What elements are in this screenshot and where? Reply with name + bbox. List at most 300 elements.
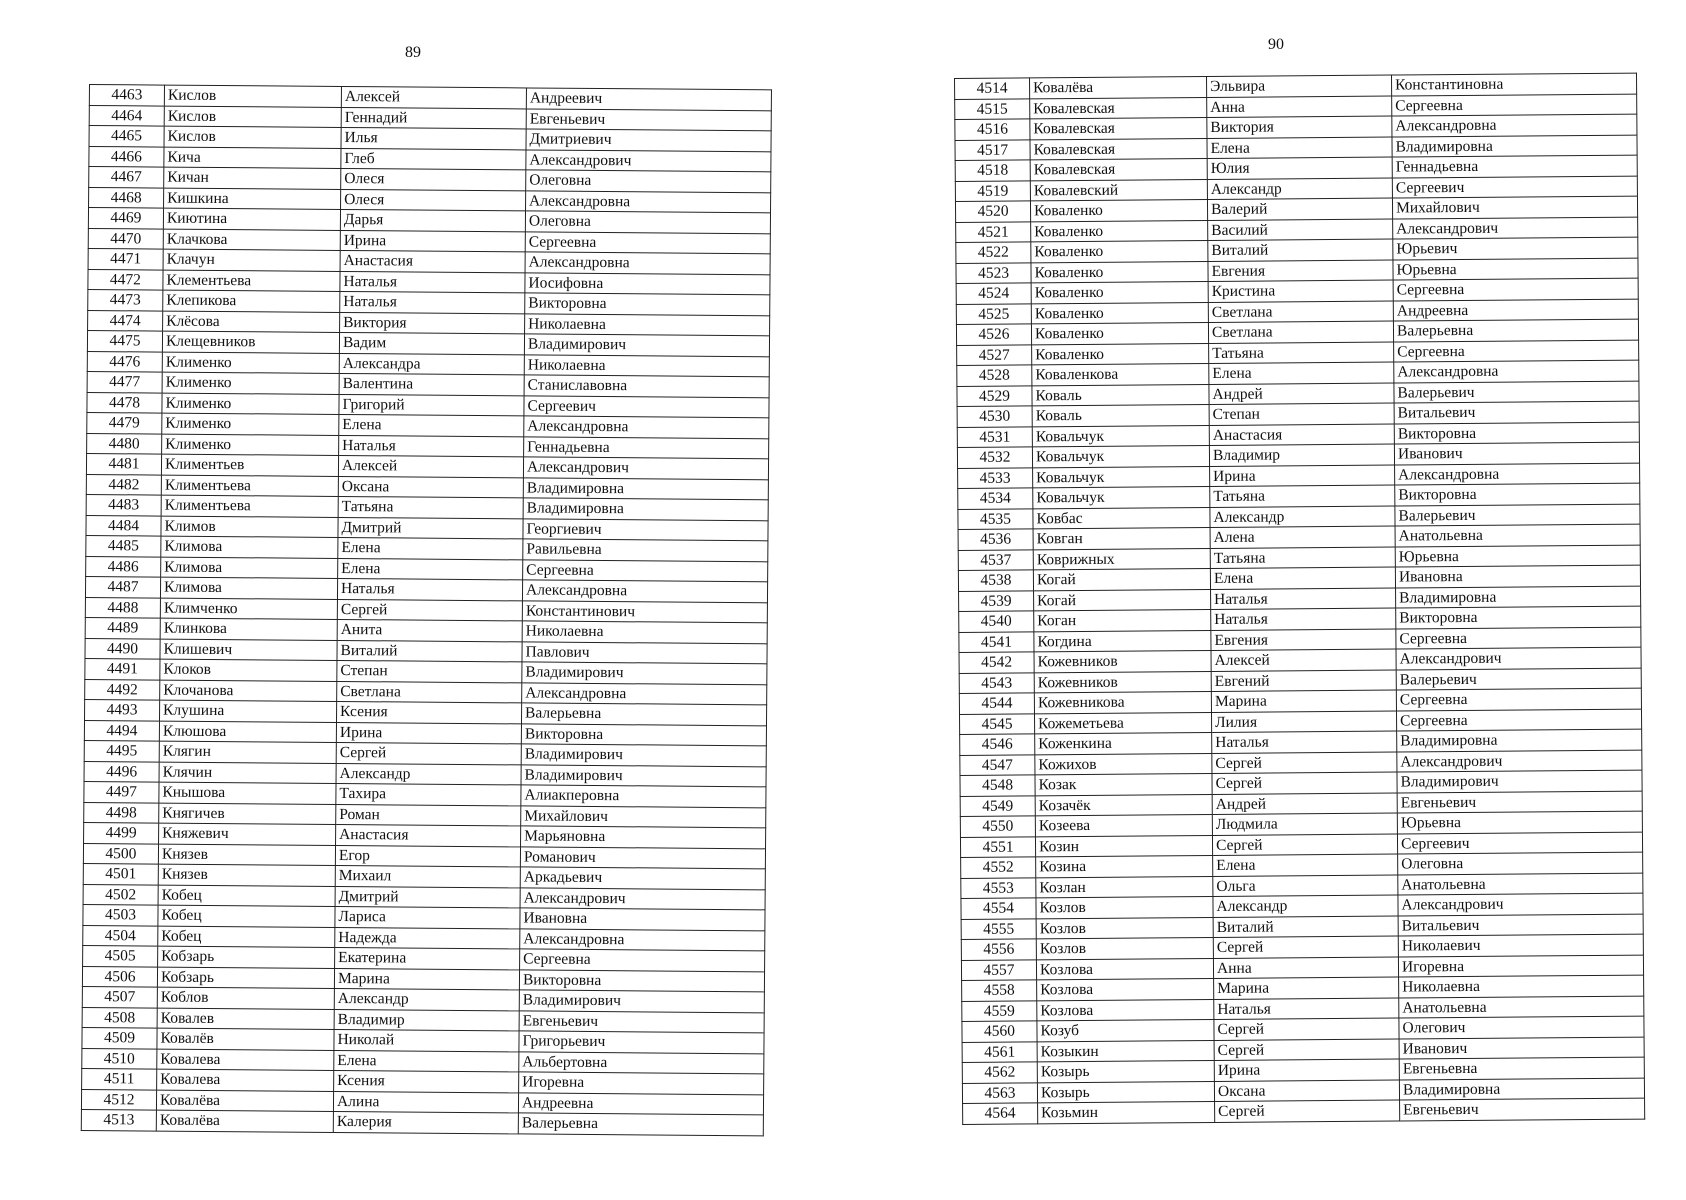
patronymic-cell: Равильевна [523, 539, 768, 561]
row-number-cell: 4494 [84, 720, 159, 741]
first-name-cell: Наталья [1214, 998, 1399, 1020]
row-number-cell: 4564 [963, 1103, 1038, 1124]
row-number-cell: 4487 [85, 576, 160, 597]
row-number-cell: 4493 [85, 699, 160, 720]
row-number-cell: 4554 [961, 898, 1036, 919]
row-number-cell: 4563 [962, 1082, 1037, 1103]
patronymic-cell: Дмитриевич [526, 129, 771, 151]
surname-cell: Ковалевский [1030, 179, 1207, 201]
row-number-cell: 4498 [84, 802, 159, 823]
first-name-cell: Григорий [339, 394, 524, 416]
surname-cell: Коваленко [1030, 200, 1207, 222]
surname-cell: Клёсова [163, 311, 340, 333]
row-number-cell: 4561 [962, 1041, 1037, 1062]
surname-cell: Ковальчук [1032, 425, 1209, 447]
surname-cell: Коваленко [1031, 302, 1208, 324]
first-name-cell: Елена [1210, 567, 1395, 589]
patronymic-cell: Аркадьевич [520, 867, 765, 889]
row-number-cell: 4533 [958, 467, 1033, 488]
surname-cell: Клоков [160, 659, 337, 681]
row-number-cell: 4513 [81, 1109, 156, 1130]
patronymic-cell: Николаевна [1399, 975, 1644, 997]
surname-cell: Клименко [162, 393, 339, 415]
surname-cell: Кислов [164, 126, 341, 148]
row-number-cell: 4508 [82, 1007, 157, 1028]
surname-cell: Кожевников [1034, 671, 1211, 693]
row-number-cell: 4477 [87, 371, 162, 392]
row-number-cell: 4553 [961, 877, 1036, 898]
patronymic-cell: Юрьевна [1393, 258, 1638, 280]
page-number: 90 [1268, 36, 1284, 53]
surname-cell: Князев [158, 864, 335, 886]
patronymic-cell: Александровна [1395, 463, 1640, 485]
surname-cell: Козыкин [1037, 1040, 1214, 1062]
first-name-cell: Анастасия [1209, 424, 1394, 446]
surname-cell: Когай [1033, 569, 1210, 591]
first-name-cell: Ирина [340, 230, 525, 252]
row-number-cell: 4543 [959, 672, 1034, 693]
first-name-cell: Татьяна [1210, 547, 1395, 569]
surname-cell: Климченко [160, 598, 337, 620]
first-name-cell: Лилия [1211, 711, 1396, 733]
surname-cell: Козлова [1037, 999, 1214, 1021]
row-number-cell: 4469 [88, 208, 163, 229]
row-number-cell: 4516 [955, 119, 1030, 140]
patronymic-cell: Витальевич [1398, 914, 1643, 936]
patronymic-cell: Марьяновна [521, 826, 766, 848]
patronymic-cell: Викторовна [1394, 422, 1639, 444]
patronymic-cell: Владимировна [1396, 586, 1641, 608]
patronymic-cell: Георгиевич [523, 518, 768, 540]
surname-cell: Коган [1034, 610, 1211, 632]
row-number-cell: 4471 [88, 248, 163, 269]
first-name-cell: Сергей [337, 599, 522, 621]
patronymic-cell: Николаевна [522, 621, 767, 643]
patronymic-cell: Владимировна [523, 498, 768, 520]
surname-cell: Коблов [157, 987, 334, 1009]
first-name-cell: Наталья [1212, 731, 1397, 753]
patronymic-cell: Александровна [525, 252, 770, 274]
row-number-cell: 4511 [82, 1068, 157, 1089]
row-number-cell: 4488 [85, 597, 160, 618]
first-name-cell: Владимир [334, 1009, 519, 1031]
row-number-cell: 4480 [87, 433, 162, 454]
first-name-cell: Эльвира [1206, 75, 1391, 97]
patronymic-cell: Анатольевна [1395, 524, 1640, 546]
first-name-cell: Наталья [340, 291, 525, 313]
first-name-cell: Ксения [334, 1070, 519, 1092]
surname-cell: Клачун [163, 249, 340, 271]
first-name-cell: Сергей [1212, 772, 1397, 794]
patronymic-cell: Сергеевна [525, 231, 770, 253]
patronymic-cell: Викторовна [1396, 606, 1641, 628]
patronymic-cell: Сергеевна [1396, 688, 1641, 710]
surname-cell: Ковалев [157, 1008, 334, 1030]
first-name-cell: Анита [337, 619, 522, 641]
surname-cell: Козак [1035, 773, 1212, 795]
patronymic-cell: Игоревна [519, 1072, 764, 1094]
surname-cell: Козуб [1037, 1019, 1214, 1041]
first-name-cell: Сергей [336, 742, 521, 764]
row-number-cell: 4474 [88, 310, 163, 331]
surname-cell: Козин [1035, 835, 1212, 857]
first-name-cell: Олеся [341, 168, 526, 190]
patronymic-cell: Александрович [526, 149, 771, 171]
row-number-cell: 4515 [955, 98, 1030, 119]
first-name-cell: Виктория [1207, 116, 1392, 138]
patronymic-cell: Анатольевна [1398, 873, 1643, 895]
names-table [81, 84, 772, 1136]
surname-cell: Князев [158, 844, 335, 866]
row-number-cell: 4537 [958, 549, 1033, 570]
surname-cell: Климова [161, 557, 338, 579]
surname-cell: Кобзарь [158, 946, 335, 968]
patronymic-cell: Геннадьевна [524, 436, 769, 458]
first-name-cell: Василий [1208, 219, 1393, 241]
patronymic-cell: Александровна [520, 928, 765, 950]
surname-cell: Кислов [164, 106, 341, 128]
row-number-cell: 4559 [962, 1000, 1037, 1021]
surname-cell: Клименко [162, 352, 339, 374]
first-name-cell: Евгений [1211, 670, 1396, 692]
surname-cell: Козачёк [1035, 794, 1212, 816]
patronymic-cell: Сергеевич [1392, 176, 1637, 198]
surname-cell: Ковган [1033, 528, 1210, 550]
row-number-cell: 4506 [82, 966, 157, 987]
surname-cell: Ковалёв [157, 1028, 334, 1050]
row-number-cell: 4552 [961, 857, 1036, 878]
first-name-cell: Александра [339, 353, 524, 375]
patronymic-cell: Алиакперовна [521, 785, 766, 807]
surname-cell: Клюшова [159, 721, 336, 743]
first-name-cell: Елена [334, 1050, 519, 1072]
row-number-cell: 4500 [83, 843, 158, 864]
surname-cell: Киютина [163, 208, 340, 230]
surname-cell: Клименко [162, 434, 339, 456]
surname-cell: Козеева [1035, 814, 1212, 836]
patronymic-cell: Викторовна [1395, 483, 1640, 505]
first-name-cell: Наталья [339, 435, 524, 457]
surname-cell: Климова [161, 536, 338, 558]
row-number-cell: 4541 [959, 631, 1034, 652]
first-name-cell: Дмитрий [338, 517, 523, 539]
row-number-cell: 4527 [957, 344, 1032, 365]
surname-cell: Кислов [164, 85, 341, 107]
table-row [81, 1109, 763, 1135]
row-number-cell: 4532 [957, 447, 1032, 468]
surname-cell: Клепикова [163, 290, 340, 312]
first-name-cell: Александр [1207, 178, 1392, 200]
row-number-cell: 4499 [84, 822, 159, 843]
surname-cell: Клименко [162, 372, 339, 394]
row-number-cell: 4528 [957, 365, 1032, 386]
patronymic-cell: Валерьевна [518, 1113, 763, 1135]
row-number-cell: 4485 [86, 535, 161, 556]
patronymic-cell: Александровна [1394, 360, 1639, 382]
surname-cell: Кобзарь [157, 967, 334, 989]
patronymic-cell: Андреевич [526, 88, 771, 110]
surname-cell: Козлан [1036, 876, 1213, 898]
patronymic-cell: Иванович [1399, 1037, 1644, 1059]
patronymic-cell: Михайлович [521, 805, 766, 827]
patronymic-cell: Александрович [1397, 750, 1642, 772]
surname-cell: Клементьева [163, 270, 340, 292]
patronymic-cell: Константиновна [1391, 73, 1636, 95]
surname-cell: Ковбас [1033, 507, 1210, 529]
patronymic-cell: Иванович [1394, 442, 1639, 464]
surname-cell: Коваль [1032, 405, 1209, 427]
patronymic-cell: Сергеевна [523, 559, 768, 581]
surname-cell: Клячин [159, 762, 336, 784]
first-name-cell: Анастасия [336, 824, 521, 846]
surname-cell: Кнышова [159, 782, 336, 804]
patronymic-cell: Валерьевич [1394, 381, 1639, 403]
patronymic-cell: Викторовна [525, 293, 770, 315]
row-number-cell: 4483 [86, 494, 161, 515]
surname-cell: Ковалёва [156, 1110, 333, 1132]
surname-cell: Ковалевская [1030, 138, 1207, 160]
first-name-cell: Оксана [1214, 1080, 1399, 1102]
row-number-cell: 4505 [83, 945, 158, 966]
surname-cell: Козырь [1037, 1081, 1214, 1103]
first-name-cell: Александр [1213, 895, 1398, 917]
surname-cell: Кобец [158, 905, 335, 927]
surname-cell: Клишевич [160, 639, 337, 661]
first-name-cell: Татьяна [1209, 342, 1394, 364]
surname-cell: Коврижных [1033, 548, 1210, 570]
first-name-cell: Сергей [1214, 1018, 1399, 1040]
patronymic-cell: Иосифовна [525, 272, 770, 294]
first-name-cell: Андрей [1209, 383, 1394, 405]
row-number-cell: 4547 [960, 754, 1035, 775]
first-name-cell: Марина [1211, 690, 1396, 712]
patronymic-cell: Олеговна [526, 170, 771, 192]
surname-cell: Коваленко [1031, 323, 1208, 345]
surname-cell: Клименко [162, 413, 339, 435]
first-name-cell: Наталья [337, 578, 522, 600]
patronymic-cell: Николаевна [525, 313, 770, 335]
row-number-cell: 4558 [962, 980, 1037, 1001]
first-name-cell: Анастасия [340, 250, 525, 272]
row-number-cell: 4473 [88, 289, 163, 310]
patronymic-cell: Владимирович [522, 662, 767, 684]
row-number-cell: 4521 [956, 221, 1031, 242]
patronymic-cell: Александрович [520, 887, 765, 909]
first-name-cell: Глеб [341, 148, 526, 170]
surname-cell: Княгичев [159, 803, 336, 825]
patronymic-cell: Александрович [523, 457, 768, 479]
first-name-cell: Людмила [1212, 813, 1397, 835]
row-number-cell: 4551 [960, 836, 1035, 857]
row-number-cell: 4481 [86, 453, 161, 474]
patronymic-cell: Сергеевна [1392, 94, 1637, 116]
row-number-cell: 4479 [87, 412, 162, 433]
first-name-cell: Николай [334, 1029, 519, 1051]
surname-cell: Климова [160, 577, 337, 599]
row-number-cell: 4463 [89, 85, 164, 106]
patronymic-cell: Владимирович [521, 744, 766, 766]
first-name-cell: Елена [338, 537, 523, 559]
patronymic-cell: Владимировна [1397, 729, 1642, 751]
first-name-cell: Марина [334, 968, 519, 990]
patronymic-cell: Александровна [524, 416, 769, 438]
patronymic-cell: Александрович [1396, 647, 1641, 669]
first-name-cell: Калерия [333, 1111, 518, 1133]
patronymic-cell: Витальевич [1394, 401, 1639, 423]
row-number-cell: 4540 [959, 611, 1034, 632]
patronymic-cell: Владимирович [521, 764, 766, 786]
patronymic-cell: Игоревна [1398, 955, 1643, 977]
row-number-cell: 4470 [88, 228, 163, 249]
first-name-cell: Алина [333, 1091, 518, 1113]
patronymic-cell: Олеговна [525, 211, 770, 233]
first-name-cell: Алексей [1211, 649, 1396, 671]
surname-cell: Козлова [1037, 978, 1214, 1000]
patronymic-cell: Владимирович [524, 334, 769, 356]
surname-cell: Кишкина [164, 188, 341, 210]
surname-cell: Коваленко [1031, 282, 1208, 304]
patronymic-cell: Валерьевна [1393, 319, 1638, 341]
row-number-cell: 4555 [961, 918, 1036, 939]
patronymic-cell: Сергеевич [524, 395, 769, 417]
first-name-cell: Татьяна [338, 496, 523, 518]
surname-cell: Коваленкова [1032, 364, 1209, 386]
surname-cell: Ковалёва [1030, 77, 1207, 99]
first-name-cell: Татьяна [1210, 485, 1395, 507]
first-name-cell: Оксана [338, 476, 523, 498]
row-number-cell: 4478 [87, 392, 162, 413]
surname-cell: Кожевников [1034, 650, 1211, 672]
surname-cell: Коваленко [1031, 241, 1208, 263]
row-number-cell: 4501 [83, 863, 158, 884]
patronymic-cell: Олеговна [1398, 852, 1643, 874]
first-name-cell: Екатерина [335, 947, 520, 969]
first-name-cell: Степан [1209, 403, 1394, 425]
surname-cell: Коженкина [1035, 732, 1212, 754]
row-number-cell: 4467 [89, 167, 164, 188]
patronymic-cell: Александровна [526, 190, 771, 212]
first-name-cell: Дарья [340, 209, 525, 231]
row-number-cell: 4536 [958, 529, 1033, 550]
surname-cell: Козина [1036, 855, 1213, 877]
row-number-cell: 4509 [82, 1027, 157, 1048]
first-name-cell: Дмитрий [335, 886, 520, 908]
first-name-cell: Илья [341, 127, 526, 149]
surname-cell: Ковалевская [1030, 118, 1207, 140]
patronymic-cell: Сергеевич [1397, 832, 1642, 854]
first-name-cell: Кристина [1208, 280, 1393, 302]
row-number-cell: 4476 [87, 351, 162, 372]
surname-cell: Коваленко [1031, 261, 1208, 283]
first-name-cell: Сергей [1213, 936, 1398, 958]
first-name-cell: Надежда [335, 927, 520, 949]
surname-cell: Кожихов [1035, 753, 1212, 775]
patronymic-cell: Сергеевна [1396, 709, 1641, 731]
row-number-cell: 4525 [956, 303, 1031, 324]
patronymic-cell: Владимировна [1399, 1078, 1644, 1100]
patronymic-cell: Николаевна [524, 354, 769, 376]
surname-cell: Клачкова [163, 229, 340, 251]
patronymic-cell: Валерьевич [1396, 668, 1641, 690]
surname-cell: Ковалевская [1030, 97, 1207, 119]
first-name-cell: Андрей [1212, 793, 1397, 815]
first-name-cell: Владимир [1209, 444, 1394, 466]
surname-cell: Когай [1034, 589, 1211, 611]
row-number-cell: 4548 [960, 775, 1035, 796]
patronymic-cell: Павлович [522, 641, 767, 663]
patronymic-cell: Андреевна [518, 1092, 763, 1114]
surname-cell: Коваленко [1032, 343, 1209, 365]
patronymic-cell: Александровна [522, 682, 767, 704]
row-number-cell: 4556 [961, 939, 1036, 960]
patronymic-cell: Станиславовна [524, 375, 769, 397]
surname-cell: Клещевников [162, 331, 339, 353]
surname-cell: Козлова [1036, 958, 1213, 980]
surname-cell: Кожеметьева [1034, 712, 1211, 734]
names-table [954, 73, 1645, 1125]
row-number-cell: 4512 [81, 1089, 156, 1110]
row-number-cell: 4496 [84, 761, 159, 782]
surname-cell: Кобец [158, 885, 335, 907]
patronymic-cell: Владимировна [1392, 135, 1637, 157]
patronymic-cell: Ивановна [520, 908, 765, 930]
row-number-cell: 4507 [82, 986, 157, 1007]
names-table-body [81, 85, 771, 1136]
row-number-cell: 4486 [86, 556, 161, 577]
first-name-cell: Елена [338, 558, 523, 580]
first-name-cell: Виталий [337, 640, 522, 662]
first-name-cell: Роман [336, 804, 521, 826]
patronymic-cell: Ивановна [1395, 565, 1640, 587]
patronymic-cell: Викторовна [521, 723, 766, 745]
surname-cell: Ковальчук [1033, 487, 1210, 509]
surname-cell: Климентьева [161, 475, 338, 497]
row-number-cell: 4544 [959, 693, 1034, 714]
first-name-cell: Юлия [1207, 157, 1392, 179]
first-name-cell: Ксения [336, 701, 521, 723]
row-number-cell: 4468 [89, 187, 164, 208]
first-name-cell: Вадим [339, 332, 524, 354]
first-name-cell: Виктория [340, 312, 525, 334]
surname-cell: Ковальчук [1032, 446, 1209, 468]
first-name-cell: Сергей [1214, 1039, 1399, 1061]
patronymic-cell: Николаевич [1398, 934, 1643, 956]
row-number-cell: 4522 [956, 242, 1031, 263]
surname-cell: Козлов [1036, 917, 1213, 939]
surname-cell: Климов [161, 516, 338, 538]
surname-cell: Ковальчук [1033, 466, 1210, 488]
row-number-cell: 4466 [89, 146, 164, 167]
surname-cell: Кожевникова [1034, 691, 1211, 713]
row-number-cell: 4472 [88, 269, 163, 290]
first-name-cell: Александр [1210, 506, 1395, 528]
first-name-cell: Марина [1214, 977, 1399, 999]
surname-cell: Козлов [1036, 937, 1213, 959]
patronymic-cell: Юрьевна [1395, 545, 1640, 567]
row-number-cell: 4545 [959, 713, 1034, 734]
first-name-cell: Наталья [1211, 588, 1396, 610]
first-name-cell: Сергей [1215, 1100, 1400, 1122]
row-number-cell: 4519 [955, 180, 1030, 201]
row-number-cell: 4490 [85, 638, 160, 659]
patronymic-cell: Александрович [1393, 217, 1638, 239]
first-name-cell: Олеся [341, 189, 526, 211]
first-name-cell: Степан [337, 660, 522, 682]
first-name-cell: Виталий [1208, 239, 1393, 261]
first-name-cell: Елена [1207, 137, 1392, 159]
patronymic-cell: Александровна [1392, 114, 1637, 136]
names-table-body [955, 73, 1645, 1124]
